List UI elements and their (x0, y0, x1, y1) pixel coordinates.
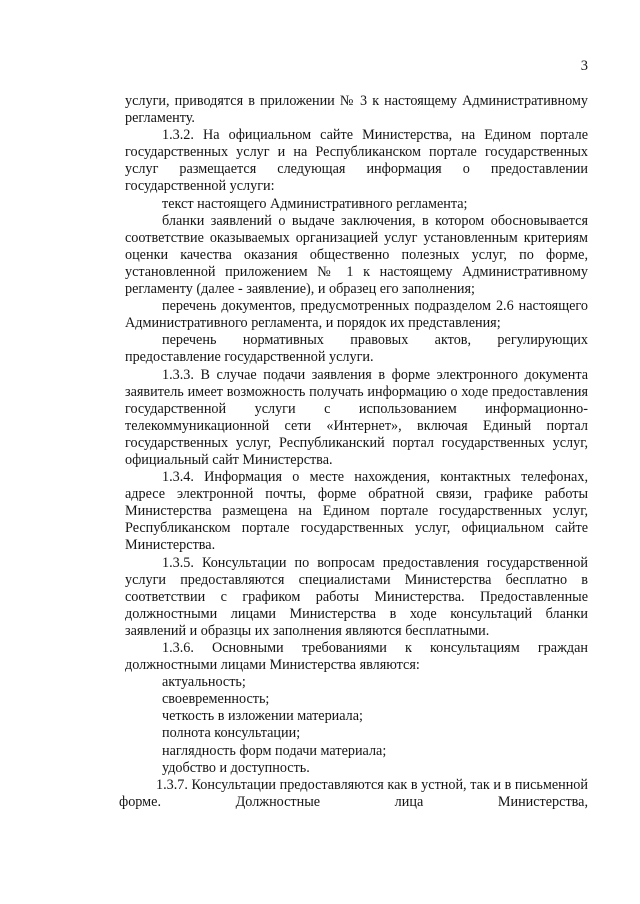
paragraph-1-3-2: 1.3.2. На официальном сайте Министерства, на Едином портале государственных услуг и на Республиканском портале государственных услуг размещается следующая информация о предоставлении государственной услуги: (125, 127, 588, 195)
requirement-timeliness: своевременность; (162, 691, 270, 708)
paragraph-1-3-5: 1.3.5. Консультации по вопросам предоставления государственной услуги предоставляются специалистами Министерства бесплатно в соответствии с графиком работы Министерства. Предоставленные должностными лицами Министерства в ходе консультаций бланки заявлений и образцы их заполнения являются бесплатными. (125, 554, 588, 639)
paragraph-1-3-7: 1.3.7. Консультации предоставляются как в устной, так и в письменной форме. Должностные лица Министерства, (119, 776, 588, 810)
requirement-convenience: удобство и доступность. (162, 759, 310, 776)
list-item-documents-list: перечень документов, предусмотренных подразделом 2.6 настоящего Административного регламента, и порядок их представления; (125, 298, 588, 332)
list-item-regulation-text: текст настоящего Административного регламента; (162, 195, 468, 212)
paragraph-1-3-3: 1.3.3. В случае подачи заявления в форме электронного документа заявитель имеет возможность получать информацию о ходе предоставления государственной услуги с использованием информационно-телекоммуникационной сети «Интернет», включая Единый портал государственных услуг, Республиканский портал государственных услуг, официальный сайт Министерства. (125, 366, 588, 468)
list-item-application-forms: бланки заявлений о выдаче заключения, в котором обосновывается соответствие оказываемых организацией услуг установленным критериям оценки качества оказания общественно полезных услуг, по форме, установленной приложением № 1 к настоящему Административному регламенту (далее - заявление), и образец его заполнения; (125, 212, 588, 298)
requirement-relevance: актуальность; (162, 674, 246, 691)
paragraph-continuation: услуги, приводятся в приложении № 3 к настоящему Административному регламенту. (125, 93, 588, 127)
page-number: 3 (580, 58, 588, 74)
requirement-completeness: полнота консультации; (162, 725, 301, 742)
paragraph-1-3-6: 1.3.6. Основными требованиями к консультациям граждан должностными лицами Министерства являются: (125, 640, 588, 674)
list-item-legal-acts: перечень нормативных правовых актов, регулирующих предоставление государственной услуги. (125, 332, 588, 366)
paragraph-1-3-4: 1.3.4. Информация о месте нахождения, контактных телефонах, адресе электронной почты, форме обратной связи, графике работы Министерства размещена на Едином портале государственных услуг, Республиканском портале государственных услуг, официальном сайте Министерства. (125, 469, 588, 554)
requirement-clarity: четкость в изложении материала; (162, 708, 364, 725)
document-body (119, 93, 588, 811)
requirement-visual-forms: наглядность форм подачи материала; (162, 742, 387, 759)
